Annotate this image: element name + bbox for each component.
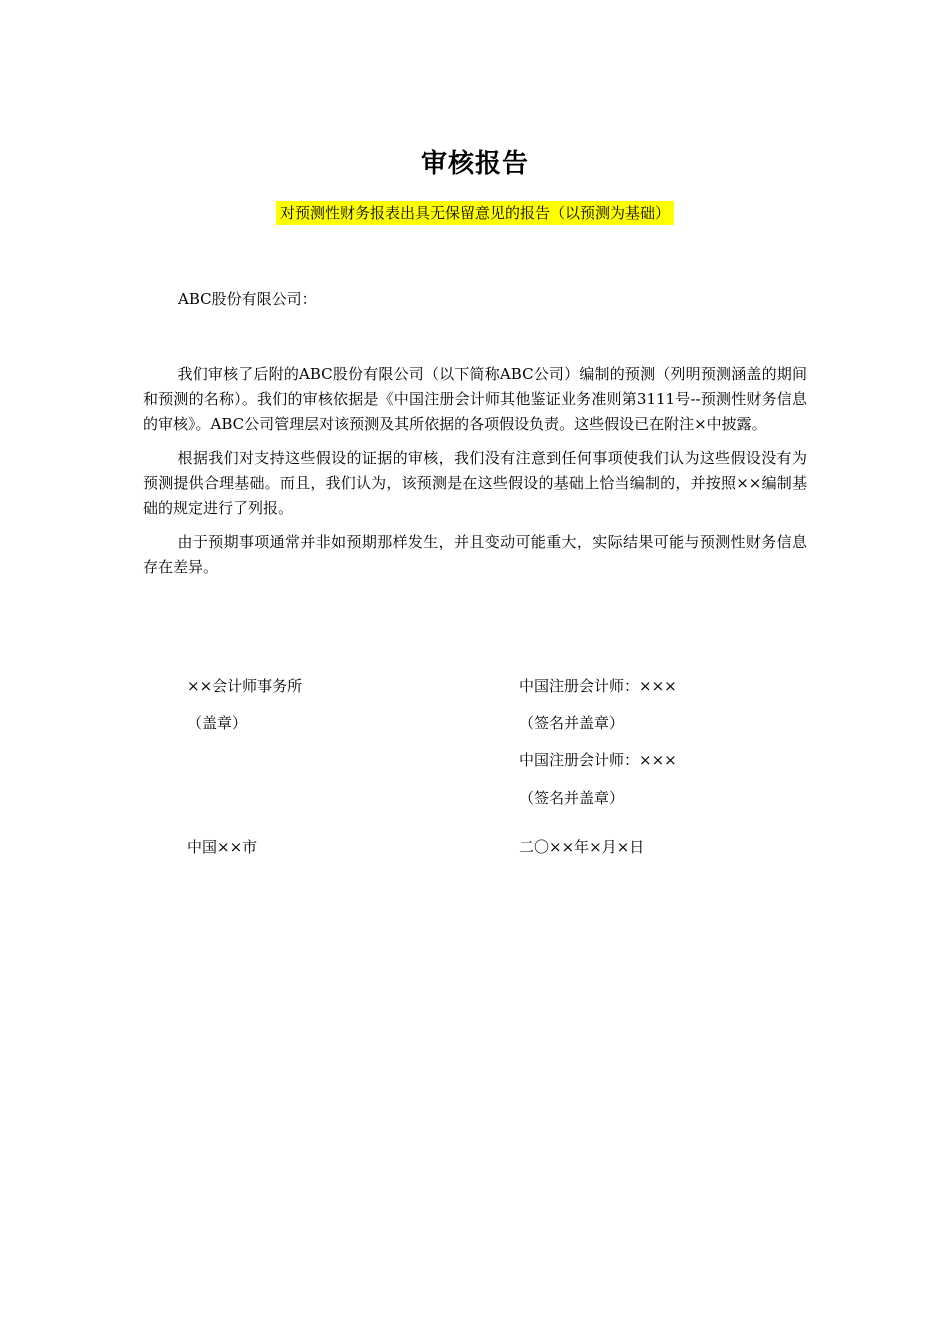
cpa2-sign: （签名并盖章）	[519, 789, 625, 807]
salutation: ABC股份有限公司：	[178, 290, 317, 308]
cpa1-label: 中国注册会计师：×××	[519, 677, 677, 695]
firm-name: ××会计师事务所	[187, 677, 303, 695]
body-paragraph-3: 由于预期事项通常并非如预期那样发生，并且变动可能重大，实际结果可能与预测性财务信息存在差异。	[143, 533, 807, 576]
body-paragraph-1: 我们审核了后附的ABC股份有限公司（以下简称ABC公司）编制的预测（列明预测涵盖的期间和预测的名称）。我们的审核依据是《中国注册会计师其他鉴证业务准则第3111号--预测性财务信息的审核》。ABC公司管理层对该预测及其所依据的各项假设负责。这些假设已在附注×中披露。	[143, 365, 807, 433]
subtitle-container	[0, 201, 950, 225]
cpa2-label: 中国注册会计师：×××	[519, 751, 677, 769]
report-body	[143, 362, 807, 589]
cpa1-sign: （签名并盖章）	[519, 714, 625, 732]
city: 中国××市	[187, 838, 258, 856]
report-title: 审核报告	[420, 149, 529, 179]
report-subtitle-highlighted: 对预测性财务报表出具无保留意见的报告（以预测为基础）	[276, 201, 674, 225]
firm-seal: （盖章）	[187, 714, 248, 732]
body-paragraph-2: 根据我们对支持这些假设的证据的审核，我们没有注意到任何事项使我们认为这些假设没有为预测提供合理基础。而且，我们认为，该预测是在这些假设的基础上恰当编制的，并按照××编制基础的规定进行了列报。	[143, 449, 807, 517]
report-date: 二〇××年×月×日	[519, 838, 645, 856]
